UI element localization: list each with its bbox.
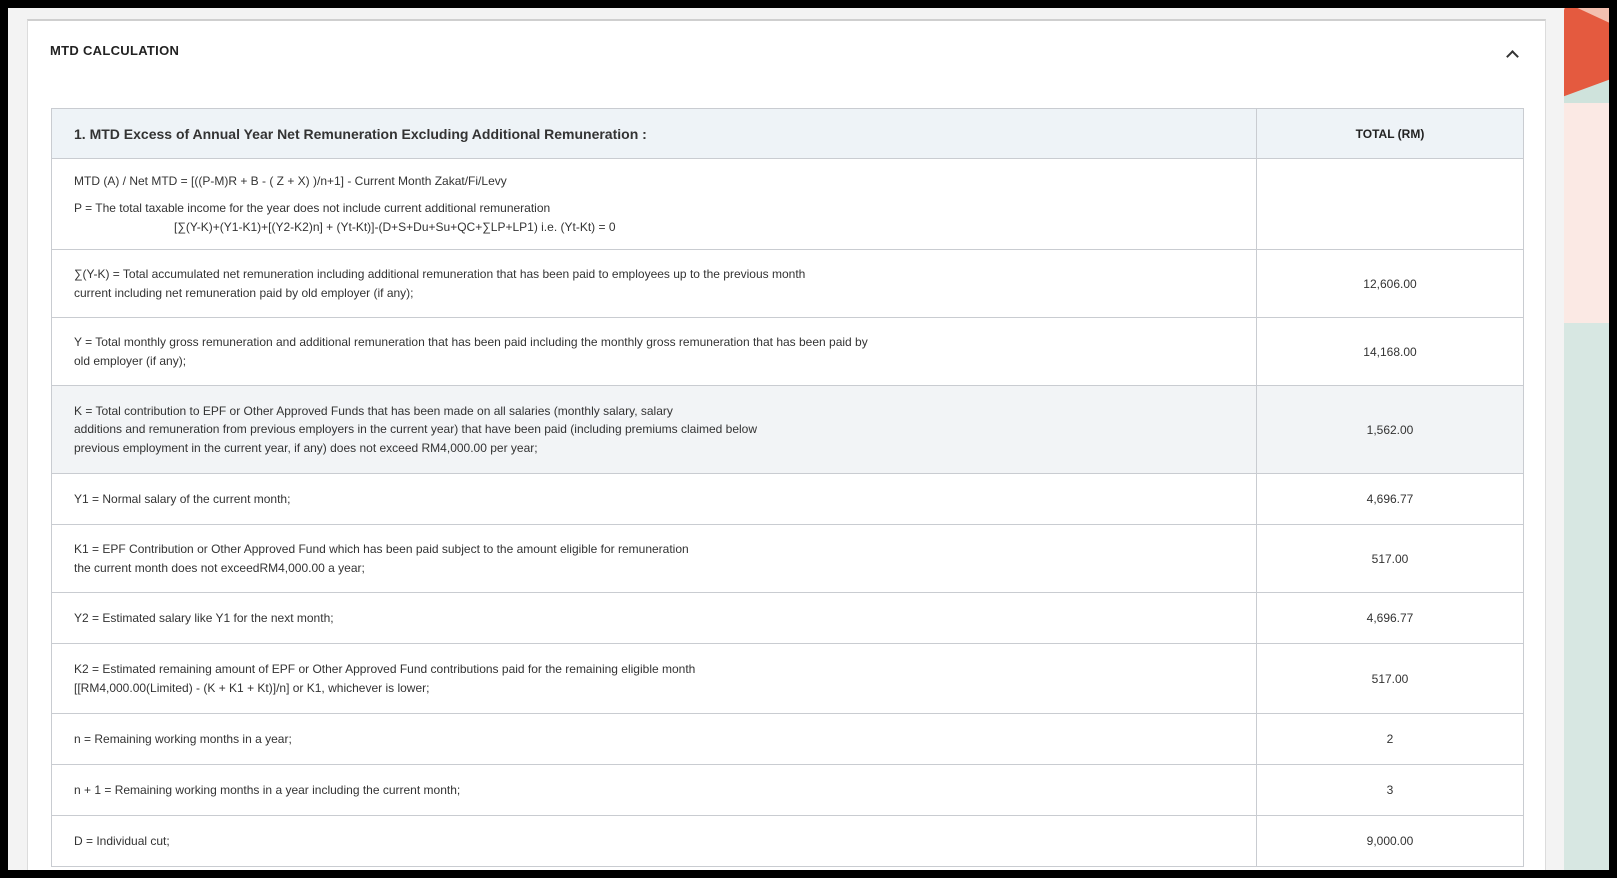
row-description [52,593,1257,644]
description-line: ∑(Y-K) = Total accumulated net remuneration including additional remuneration that has been paid to employees up to the previous month [74,267,806,281]
row-description [52,765,1257,816]
row-total: 9,000.00 [1257,816,1524,867]
formula-line: P = The total taxable income for the year does not include current additional remuneration [74,201,551,216]
browser-viewport [8,8,1609,870]
table-row [52,159,1524,250]
row-description [52,525,1257,593]
column-header-total: TOTAL (RM) [1257,109,1524,159]
row-total: 12,606.00 [1257,250,1524,318]
table-row [52,816,1524,867]
description-line: the current month does not exceedRM4,000.00 a year; [74,560,365,575]
row-total: 517.00 [1257,644,1524,714]
description-line: Y = Total monthly gross remuneration and additional remuneration that has been paid including the monthly gross remuneration that has been paid by [74,335,868,349]
description-line: [[RM4,000.00(Limited) - (K + K1 + Kt)]/n] or K1, whichever is lower; [74,680,430,695]
description-line: K = Total contribution to EPF or Other Approved Funds that has been made on all salaries (monthly salary, salary [74,403,673,418]
row-description [52,474,1257,525]
description-line: old employer (if any); [74,353,187,368]
description-line: Y1 = Normal salary of the current month; [74,491,291,506]
table-header-row [52,109,1524,159]
decorative-background [1564,8,1609,870]
row-description [52,644,1257,714]
table-row [52,714,1524,765]
panel-title: MTD CALCULATION [50,43,180,58]
row-description [52,250,1257,318]
description-line: additions and remuneration from previous employers in the current year) that have been paid (including premiums claimed below [74,422,758,437]
description-line: K2 = Estimated remaining amount of EPF or Other Approved Fund contributions paid for the remaining eligible month [74,662,696,676]
column-header-description: 1. MTD Excess of Annual Year Net Remuneration Excluding Additional Remuneration : [52,109,1257,159]
collapse-button[interactable] [1499,43,1525,65]
description-line: Y2 = Estimated salary like Y1 for the next month; [74,610,334,625]
description-line: D = Individual cut; [74,833,170,848]
chevron-up-icon [1506,50,1519,63]
row-description [52,318,1257,386]
table-row [52,318,1524,386]
description-line: previous employment in the current year, if any) does not exceed RM4,000.00 per year; [74,440,538,455]
description-line: K1 = EPF Contribution or Other Approved Fund which has been paid subject to the amount eligible for remuneration [74,542,689,556]
description-line: n + 1 = Remaining working months in a year including the current month; [74,782,461,797]
row-total [1257,159,1524,250]
row-description [52,386,1257,474]
table-row [52,593,1524,644]
description-line: current including net remuneration paid by old employer (if any); [74,285,414,300]
row-total: 3 [1257,765,1524,816]
panel-header[interactable] [28,21,1545,91]
row-total: 4,696.77 [1257,593,1524,644]
mtd-calculation-panel [27,19,1546,870]
mtd-calculation-table [51,108,1524,867]
description-line: n = Remaining working months in a year; [74,731,292,746]
table-row [52,250,1524,318]
table-row [52,644,1524,714]
table-row [52,765,1524,816]
row-total: 517.00 [1257,525,1524,593]
row-description [52,714,1257,765]
table-row [52,386,1524,474]
table-row [52,474,1524,525]
row-description [52,816,1257,867]
formula-line: [∑(Y-K)+(Y1-K1)+[(Y2-K2)n] + (Yt-Kt)]-(D+S+Du+Su+QC+∑LP+LP1) i.e. (Yt-Kt) = 0 [174,219,616,234]
row-total: 4,696.77 [1257,474,1524,525]
table-row [52,525,1524,593]
row-total: 14,168.00 [1257,318,1524,386]
formula-line: MTD (A) / Net MTD = [((P-M)R + B - ( Z + X) )/n+1] - Current Month Zakat/Fi/Levy [74,173,507,188]
row-total: 1,562.00 [1257,386,1524,474]
row-total: 2 [1257,714,1524,765]
formula-description [52,159,1257,250]
